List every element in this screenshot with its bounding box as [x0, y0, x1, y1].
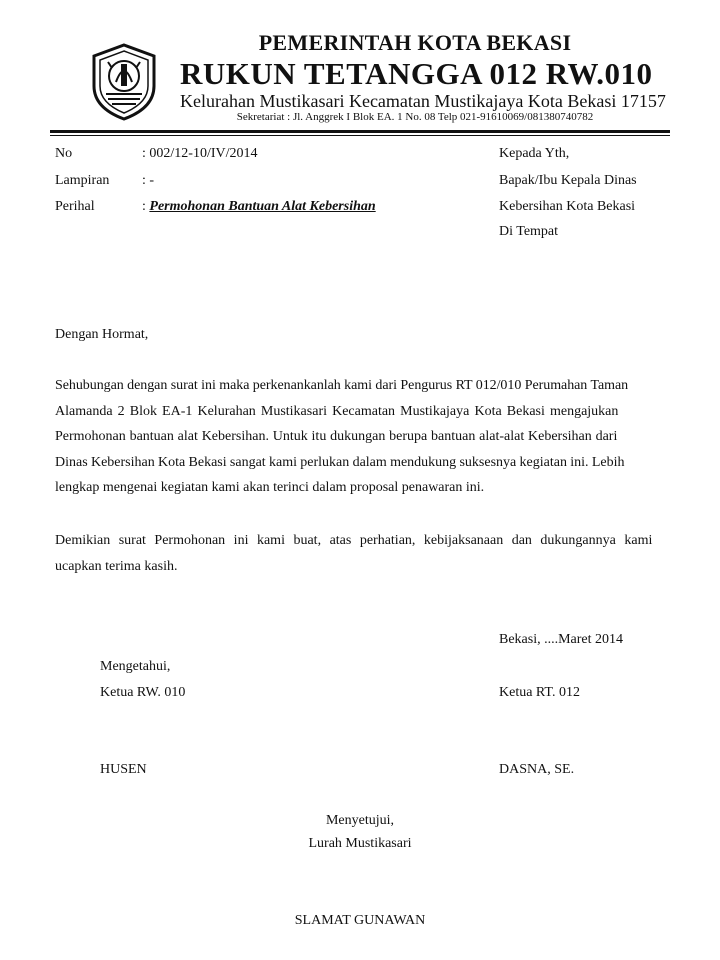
- ketua-rt-name: DASNA, SE.: [499, 762, 575, 777]
- city-emblem-icon: [88, 42, 160, 122]
- letterhead-rt-title: RUKUN TETANGGA 012 RW.010: [180, 56, 653, 91]
- recipient-line-4: Di Tempat: [499, 224, 559, 239]
- letterhead-divider-thin: [50, 135, 670, 136]
- paragraph-line: Permohonan bantuan alat Kebersihan. Untuk itu dukungan berupa bantuan alat-alat Kebersihan dari: [55, 429, 618, 444]
- ketua-rw-title: Ketua RW. 010: [100, 685, 186, 700]
- greeting: Dengan Hormat,: [55, 327, 149, 342]
- letterhead-secretariat: Sekretariat : Jl. Anggrek I Blok EA. 1 No. 08 Telp 021-91610069/081380740782: [236, 111, 594, 123]
- lampiran-value: : -: [142, 173, 155, 188]
- lurah-name: SLAMAT GUNAWAN: [294, 913, 426, 928]
- letterhead-government: PEMERINTAH KOTA BEKASI: [258, 30, 572, 55]
- perihal-value: Permohonan Bantuan Alat Kebersihan: [149, 199, 376, 214]
- paragraph-closing: [55, 528, 672, 579]
- perihal-prefix: :: [142, 199, 150, 214]
- menyetujui-label: Menyetujui,: [325, 813, 395, 828]
- perihal-field: [142, 199, 376, 215]
- lampiran-label: Lampiran: [55, 173, 110, 188]
- paragraph-line: lengkap mengenai kegiatan kami akan terinci dalam proposal penawaran ini.: [55, 480, 485, 495]
- perihal-label: Perihal: [55, 199, 95, 214]
- paragraph-line: Sehubungan dengan surat ini maka perkenankanlah kami dari Pengurus RT 012/010 Perumahan Taman: [55, 378, 629, 393]
- recipient-line-2: Bapak/Ibu Kepala Dinas: [499, 173, 637, 188]
- paragraph-line: ucapkan terima kasih.: [55, 558, 178, 574]
- paragraph-request: [55, 373, 672, 501]
- recipient-line-1: Kepada Yth,: [499, 146, 570, 161]
- paragraph-line: Dinas Kebersihan Kota Bekasi sangat kami perlukan dalam mendukung suksesnya kegiatan ini. Lebih: [55, 454, 625, 470]
- recipient-line-3: Kebersihan Kota Bekasi: [499, 199, 636, 214]
- place-date: Bekasi, ....Maret 2014: [499, 632, 624, 647]
- no-label: No: [55, 146, 73, 161]
- letterhead-address: Kelurahan Mustikasari Kecamatan Mustikajaya Kota Bekasi 17157: [180, 91, 666, 111]
- no-value: : 002/12-10/IV/2014: [142, 146, 258, 161]
- ketua-rw-name: HUSEN: [100, 762, 147, 777]
- ketua-rt-title: Ketua RT. 012: [499, 685, 580, 700]
- mengetahui-label: Mengetahui,: [100, 659, 171, 674]
- letterhead-divider: [50, 130, 670, 133]
- lurah-title: Lurah Mustikasari: [308, 836, 412, 851]
- paragraph-line: Alamanda 2 Blok EA-1 Kelurahan Mustikasari Kecamatan Mustikajaya Kota Bekasi mengajukan: [55, 403, 619, 419]
- paragraph-line: Demikian surat Permohonan ini kami buat, atas perhatian, kebijaksanaan dan dukungannya kami: [55, 533, 653, 548]
